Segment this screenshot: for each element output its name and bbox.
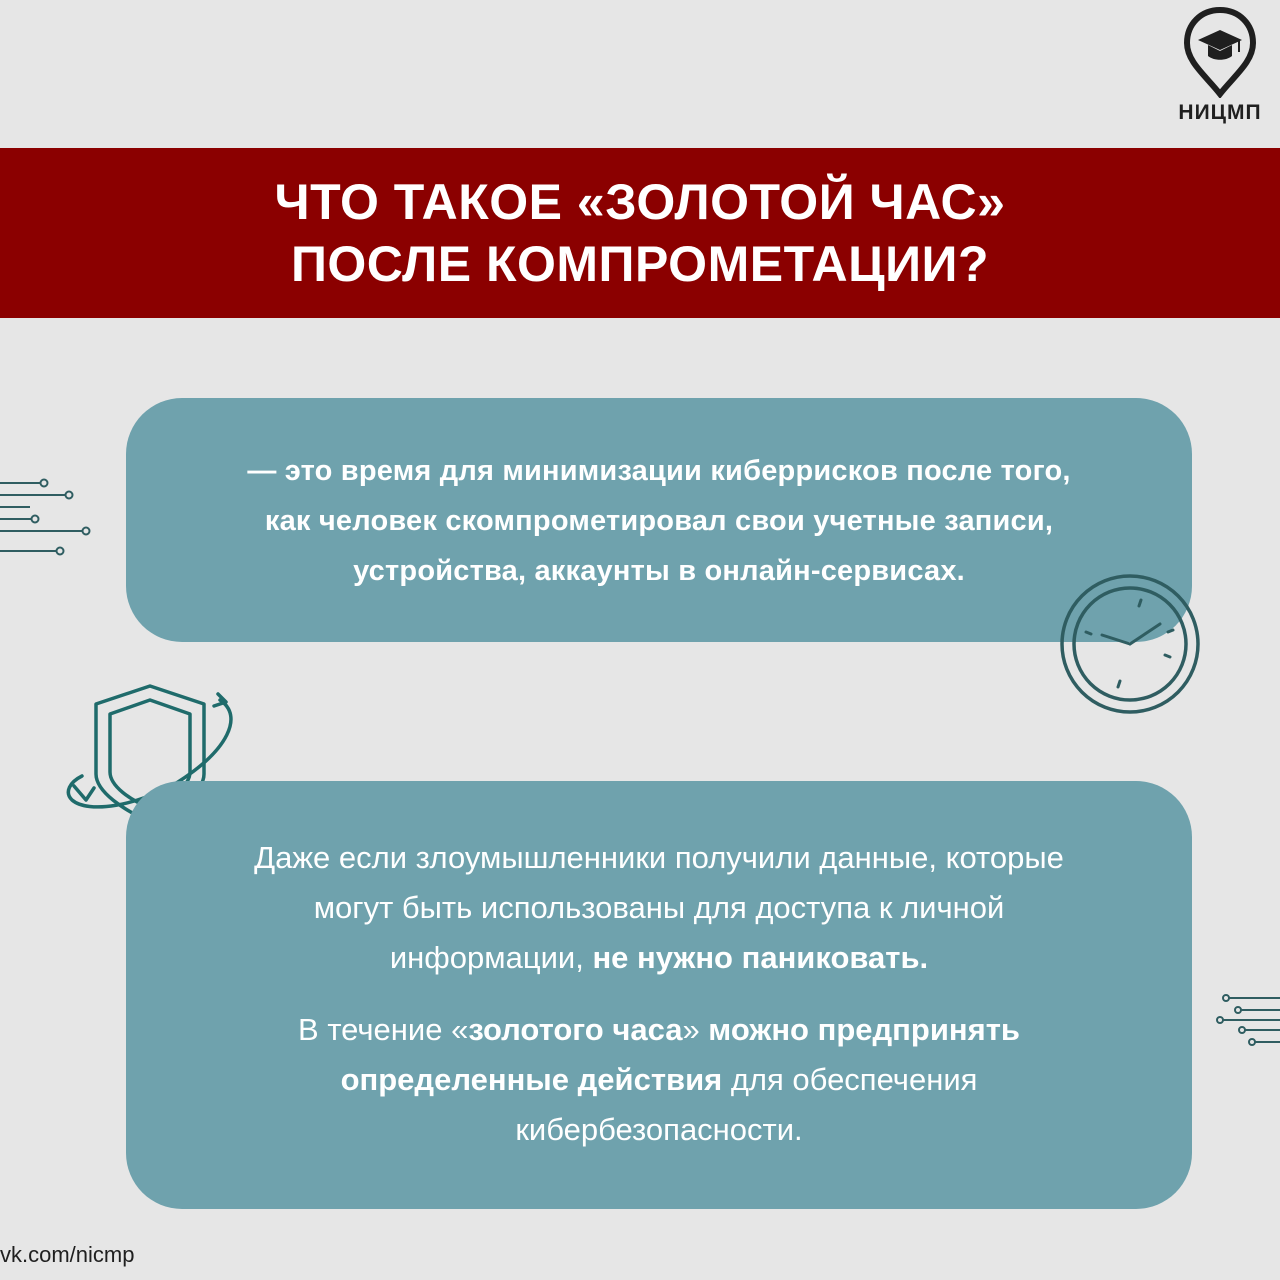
page-title [275, 171, 1006, 295]
info-p2-emphasis-b: можно предпринять [708, 1012, 1020, 1047]
title-line-1: ЧТО ТАКОЕ «ЗОЛОТОЙ ЧАС» [274, 174, 1006, 230]
info-p2-text-a: В течение « [298, 1012, 469, 1047]
info-p2-emphasis-a: золотого часа [468, 1012, 683, 1047]
definition-line-2: как человек скомпрометировал свои учетные записи, [264, 505, 1054, 537]
brand-name: НИЦМП [1178, 101, 1262, 124]
info-p2-text-b: » [682, 1012, 709, 1047]
circuit-lines-icon [0, 475, 96, 559]
definition-line-3: устройства, аккаунты в онлайн-сервисах. [353, 555, 965, 587]
info-p1-line-3-regular: информации, [389, 940, 593, 975]
info-p2-text-c: для обеспечения [722, 1062, 978, 1097]
info-p1-line-2: могут быть использованы для доступа к личной [313, 890, 1005, 925]
brand-logo [1170, 6, 1270, 124]
info-p1-line-1: Даже если злоумышленники получили данные, которые [254, 840, 1064, 875]
definition-card [126, 398, 1192, 642]
info-paragraph-1 [126, 833, 1192, 983]
info-card [126, 781, 1192, 1209]
circuit-lines-icon [1212, 992, 1280, 1048]
info-paragraph-2 [126, 1005, 1192, 1155]
title-banner [0, 148, 1280, 318]
footer-url: vk.com/nicmp [0, 1242, 135, 1267]
info-p2-line-2 [126, 1055, 1192, 1105]
title-line-2: ПОСЛЕ КОМПРОМЕТАЦИИ? [290, 236, 990, 292]
info-p2-emphasis-c: определенные действия [340, 1062, 723, 1097]
info-p2-line-1 [126, 1005, 1192, 1055]
info-p1-emphasis: не нужно паниковать. [592, 940, 929, 975]
clock-icon [1058, 572, 1202, 716]
graduation-cap-pin-icon [1182, 6, 1258, 98]
info-p2-line-3: кибербезопасности. [515, 1112, 803, 1147]
definition-line-1: — это время для минимизации киберрисков после того, [247, 455, 1071, 487]
info-p1-line-3 [126, 933, 1192, 983]
definition-text [126, 446, 1192, 596]
